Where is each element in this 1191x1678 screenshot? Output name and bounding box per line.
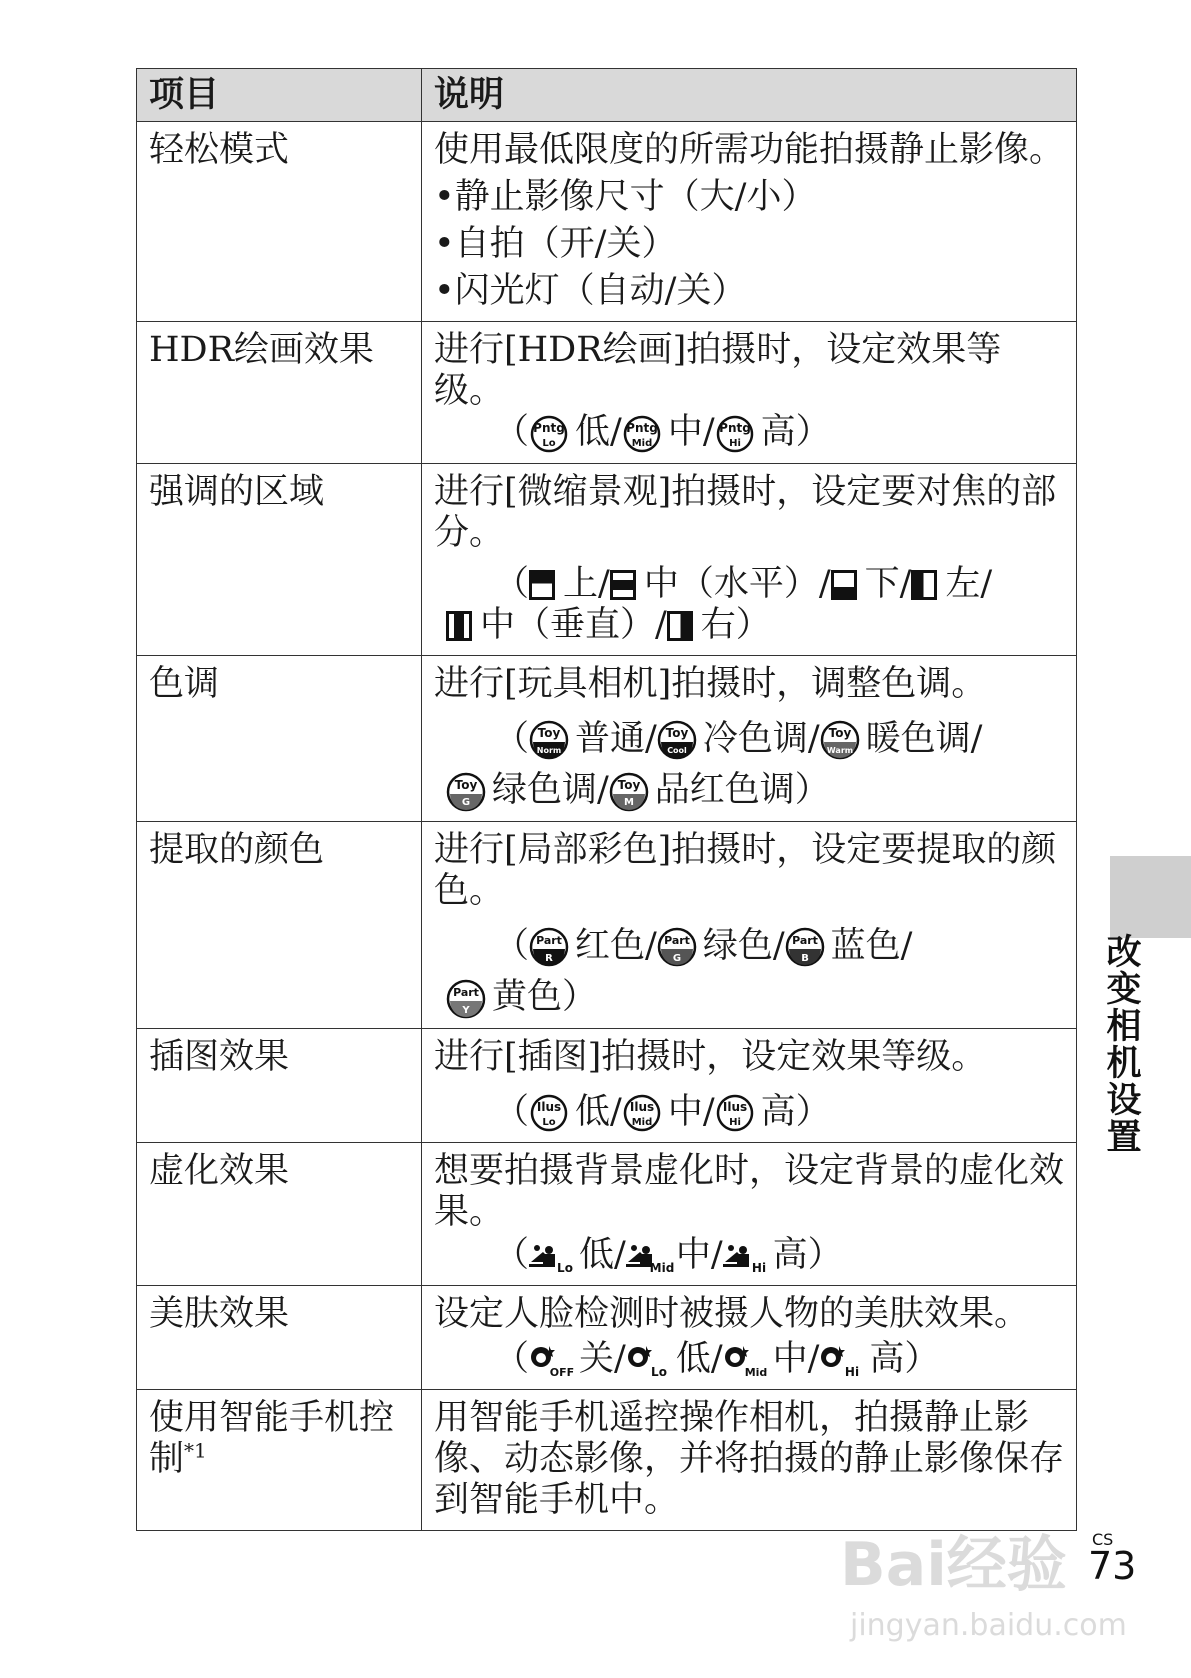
row-item-text: 使用智能手机控制 (149, 1398, 395, 1479)
icon-top-text: Part (536, 934, 562, 947)
table-row (137, 1286, 1077, 1390)
option-label: 高） (772, 1235, 843, 1275)
soft-skin-off-icon (529, 1344, 573, 1378)
watermark-url: jingyan.baidu.com (850, 1608, 1127, 1643)
bullet-item: • 静止影像尺寸（大/小） (434, 177, 1064, 218)
open-paren: （ (494, 563, 530, 604)
option-label: 黄色） (492, 977, 598, 1017)
options-line (434, 1339, 1064, 1380)
row-description (422, 463, 1077, 655)
row-description (422, 322, 1077, 464)
description-text: 进行[插图]拍摄时，设定效果等级。 (434, 1036, 987, 1077)
icon-top-text: Ilus (536, 1100, 562, 1114)
option-label: 中/ (675, 1235, 723, 1275)
row-item: 强调的区域 (137, 463, 422, 655)
defocus-hi-icon (723, 1240, 767, 1274)
option-label: 高） (869, 1339, 940, 1379)
open-paren: （ (494, 1235, 530, 1275)
illust-mid-icon (622, 1093, 662, 1133)
description-text: 进行[HDR绘画]拍摄时，设定效果等级。 (434, 330, 1002, 411)
options-line (434, 926, 1064, 1019)
icon-sub-text: Lo (650, 1364, 667, 1379)
option-label: 普通/ (575, 718, 657, 759)
options-continuation (446, 977, 1064, 1019)
icon-top-text: Toy (617, 777, 641, 792)
icon-bottom-text: Warm (826, 746, 853, 755)
options-continuation (446, 605, 1064, 646)
row-description (422, 821, 1077, 1028)
icon-top-text: Toy (454, 777, 478, 792)
option-label: 低/ (579, 1235, 626, 1275)
description-text: 进行[微缩景观]拍摄时，设定要对焦的部分。 (434, 471, 1057, 553)
open-paren: （ (494, 1091, 530, 1132)
painting-hi-icon (715, 414, 755, 454)
option-label: 上/ (563, 563, 610, 604)
options-line (434, 1092, 1064, 1134)
row-item (137, 1390, 422, 1531)
icon-bottom-text: Mid (631, 1117, 653, 1128)
option-label: 低/ (575, 1091, 622, 1132)
area-middle-vertical-icon (446, 611, 472, 641)
bullet-item: • 自拍（开/关） (434, 224, 1064, 265)
icon-bottom-text: G (672, 953, 681, 964)
row-item: 色调 (137, 655, 422, 821)
area-top-icon (529, 570, 555, 600)
icon-top-text: Part (791, 934, 818, 947)
row-description (422, 655, 1077, 821)
soft-skin-lo-icon (626, 1344, 670, 1378)
icon-bottom-text: Mid (631, 437, 653, 449)
icon-bottom-text: Cool (667, 746, 687, 755)
illust-lo-icon (529, 1093, 569, 1133)
icon-top-text: Pntg (533, 420, 565, 435)
toy-green-icon (446, 772, 486, 812)
option-label: 下/ (864, 563, 912, 604)
illust-hi-icon (715, 1093, 755, 1133)
part-yellow-icon (446, 979, 486, 1019)
options-line (434, 719, 1064, 812)
icon-bottom-text: Norm (536, 746, 562, 755)
table-row (137, 463, 1077, 655)
row-item: 插图效果 (137, 1028, 422, 1143)
icon-bottom-text: Hi (728, 437, 741, 449)
icon-sub-text: Hi (845, 1364, 860, 1379)
area-right-icon (667, 611, 693, 641)
footnote-marker: *1 (184, 1438, 207, 1463)
table-row (137, 322, 1077, 464)
description-text: 想要拍摄背景虚化时，设定背景的虚化效果。 (434, 1151, 1065, 1232)
description-text: 用智能手机遥控操作相机，拍摄静止影像、动态影像，并将拍摄的静止影像保存到智能手机中。 (434, 1398, 1065, 1520)
icon-top-text: Ilus (629, 1100, 654, 1114)
painting-mid-icon (622, 414, 662, 454)
part-green-icon (657, 927, 697, 967)
open-paren: （ (494, 718, 530, 759)
painting-lo-icon (529, 414, 569, 454)
icon-top-text: Toy (537, 726, 561, 740)
settings-table (136, 68, 1077, 1531)
toy-cool-icon (657, 720, 697, 760)
icon-top-text: Pntg (718, 420, 751, 435)
option-label: 低/ (675, 1339, 723, 1379)
option-label: 高） (760, 1091, 831, 1132)
row-description (422, 122, 1077, 322)
description-text: 使用最低限度的所需功能拍摄静止影像。 (434, 130, 1065, 170)
option-label: 绿色/ (702, 925, 785, 966)
part-red-icon (529, 927, 569, 967)
icon-bottom-text: Hi (728, 1117, 741, 1128)
option-label: 低/ (575, 412, 622, 452)
icon-bottom-text: Lo (542, 437, 556, 449)
row-item: HDR绘画效果 (137, 322, 422, 464)
icon-top-text: Pntg (625, 420, 658, 435)
option-label: 左/ (945, 563, 993, 604)
option-label: 关/ (579, 1339, 626, 1379)
baidu-watermark-icon (840, 1510, 1140, 1660)
toy-normal-icon (529, 720, 569, 760)
option-label: 右） (700, 604, 771, 645)
icon-bottom-text: Lo (542, 1117, 556, 1128)
area-middle-horizontal-icon (610, 570, 636, 600)
toy-magenta-icon (609, 772, 649, 812)
row-item: 轻松模式 (137, 122, 422, 322)
row-item: 提取的颜色 (137, 821, 422, 1028)
options-continuation (446, 770, 1064, 812)
part-blue-icon (785, 927, 825, 967)
watermark-text: Bai经验 (840, 1530, 1067, 1600)
table-row (137, 1028, 1077, 1143)
language-code: CS (1092, 1530, 1114, 1549)
row-description (422, 1286, 1077, 1390)
icon-bottom-text: G (461, 796, 471, 808)
header-description: 说明 (422, 69, 1077, 122)
icon-sub-text: Lo (557, 1260, 573, 1275)
option-label: 暖色调/ (865, 718, 983, 759)
option-label: 红色/ (575, 925, 657, 966)
icon-sub-text: Mid (744, 1365, 767, 1379)
section-title: 改变相机设置 (1106, 933, 1142, 1158)
toy-warm-icon (820, 720, 860, 760)
table-row (137, 122, 1077, 322)
icon-sub-text: OFF (549, 1365, 575, 1379)
row-item: 虚化效果 (137, 1143, 422, 1286)
icon-top-text: Part (453, 985, 479, 999)
option-label: 中/ (667, 412, 715, 452)
table-row (137, 1143, 1077, 1286)
option-label: 蓝色/ (830, 925, 913, 966)
options-line (434, 412, 1064, 454)
icon-top-text: Part (663, 934, 690, 947)
soft-skin-hi-icon (819, 1344, 863, 1378)
description-text: 进行[玩具相机]拍摄时，调整色调。 (434, 663, 987, 704)
row-description (422, 1028, 1077, 1143)
icon-top-text: Toy (665, 726, 689, 740)
description-text: 进行[局部彩色]拍摄时，设定要提取的颜色。 (434, 829, 1057, 911)
open-paren: （ (494, 412, 530, 452)
icon-bottom-text: Y (462, 1004, 470, 1016)
icon-top-text: Toy (828, 726, 851, 740)
header-item: 项目 (137, 69, 422, 122)
row-description (422, 1143, 1077, 1286)
section-tab (1110, 856, 1191, 938)
table-header-row (137, 69, 1077, 122)
option-label: 中（水平）/ (643, 563, 831, 604)
option-label: 品红色调） (654, 770, 830, 810)
options-line (434, 1235, 1064, 1276)
icon-top-text: Ilus (722, 1100, 747, 1114)
area-bottom-icon (831, 570, 857, 600)
row-item: 美肤效果 (137, 1286, 422, 1390)
defocus-lo-icon (529, 1240, 573, 1274)
open-paren: （ (494, 1339, 530, 1379)
bullet-item: • 闪光灯（自动/关） (434, 271, 1064, 312)
option-label: 绿色调/ (492, 770, 609, 810)
icon-sub-text: Hi (751, 1260, 766, 1275)
area-left-icon (911, 570, 937, 600)
option-label: 中/ (667, 1091, 715, 1132)
open-paren: （ (494, 925, 530, 966)
icon-sub-text: Mid (649, 1260, 675, 1275)
defocus-mid-icon (626, 1240, 675, 1275)
description-text: 设定人脸检测时被摄人物的美肤效果。 (434, 1294, 1030, 1334)
table-row (137, 655, 1077, 821)
option-label: 中（垂直）/ (480, 604, 667, 645)
icon-bottom-text: B (800, 953, 809, 964)
option-label: 中/ (772, 1339, 820, 1379)
soft-skin-mid-icon (723, 1344, 767, 1378)
table-row (137, 821, 1077, 1028)
icon-bottom-text: R (545, 953, 553, 964)
option-label: 冷色调/ (702, 718, 820, 759)
icon-bottom-text: M (623, 796, 634, 808)
option-label: 高） (760, 412, 831, 452)
options-line (434, 564, 1064, 646)
page-number: 73 (1088, 1544, 1137, 1588)
